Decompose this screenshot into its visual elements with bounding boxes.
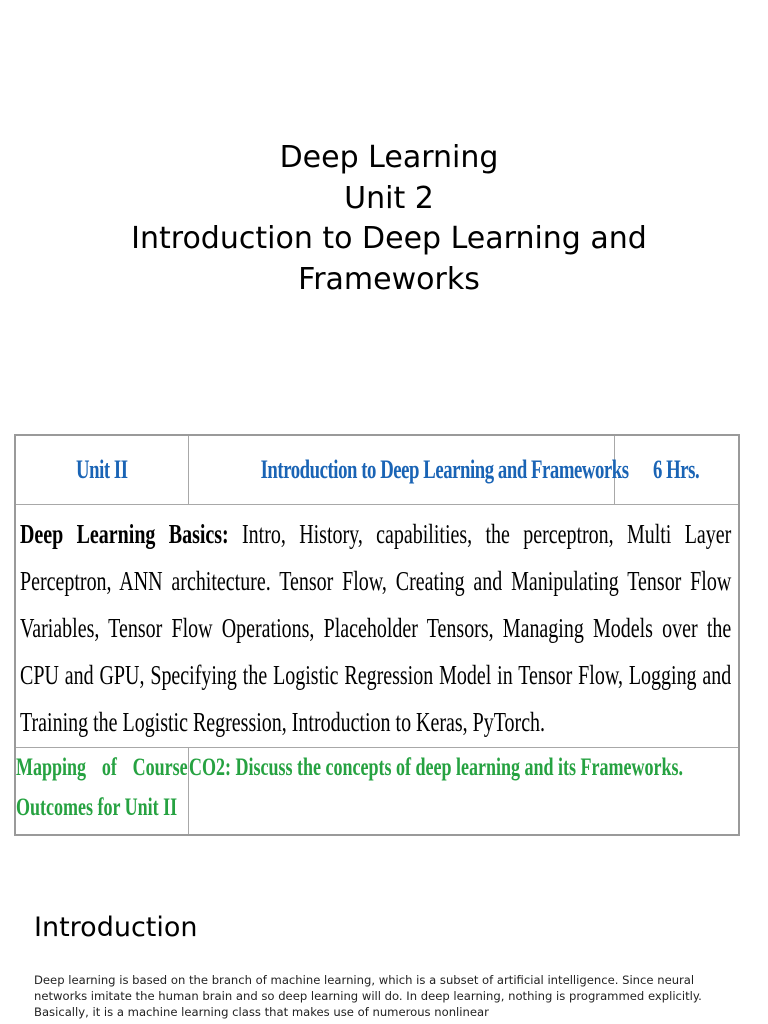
section-heading: Introduction [34, 912, 198, 943]
intro-paragraph: Deep learning is based on the branch of machine learning, which is a subset of artificial intelligence. Since neural networks imitate the human brain and so deep learning will do. In deep learning, nothing is programmed explicitly. Basically, it is a machine learning class that makes use of numerous nonlinear [34, 973, 702, 1019]
syllabus-content-row [15, 505, 739, 748]
mapping-row [15, 748, 739, 836]
unit-cell [15, 435, 188, 505]
title-line-course: Deep Learning [279, 140, 499, 175]
content-text [20, 511, 731, 746]
syllabus-header-row [15, 435, 739, 505]
content-cell [15, 505, 739, 748]
mapping-value: CO2: Discuss the concepts of deep learning and its Frameworks. [188, 754, 683, 781]
mapping-value-cell [188, 748, 739, 836]
hours-label: 6 Hrs. [653, 455, 700, 484]
syllabus-table [14, 434, 740, 836]
topic-label: Introduction to Deep Learning and Frameworks [260, 455, 629, 484]
mapping-label [16, 748, 188, 828]
title-line-topic: Introduction to Deep Learning and [131, 221, 647, 256]
unit-label: Unit II [75, 455, 128, 484]
content-body: Intro, History, capabilities, the perceptron, Multi Layer Perceptron, ANN architecture. Tensor Flow, Creating and Manipulating Tensor Flow Variables, Tensor Flow Operations, Placeholder Tensors, Managing Models over the CPU and GPU, Specifying the Logistic Regression Model in Tensor Flow, Logging and Training the Logistic Regression, Introduction to Keras, PyTorch. [20, 519, 732, 737]
document-title [0, 138, 768, 300]
mapping-label-line1: Mapping of Course [16, 754, 188, 781]
hours-cell [614, 435, 739, 505]
mapping-label-line2: Outcomes for Unit II [16, 794, 178, 821]
mapping-label-cell [15, 748, 188, 836]
content-heading: Deep Learning Basics: [20, 519, 229, 549]
title-line-topic-cont: Frameworks [298, 261, 480, 297]
title-line-unit: Unit 2 [344, 180, 434, 216]
topic-cell [188, 435, 629, 505]
